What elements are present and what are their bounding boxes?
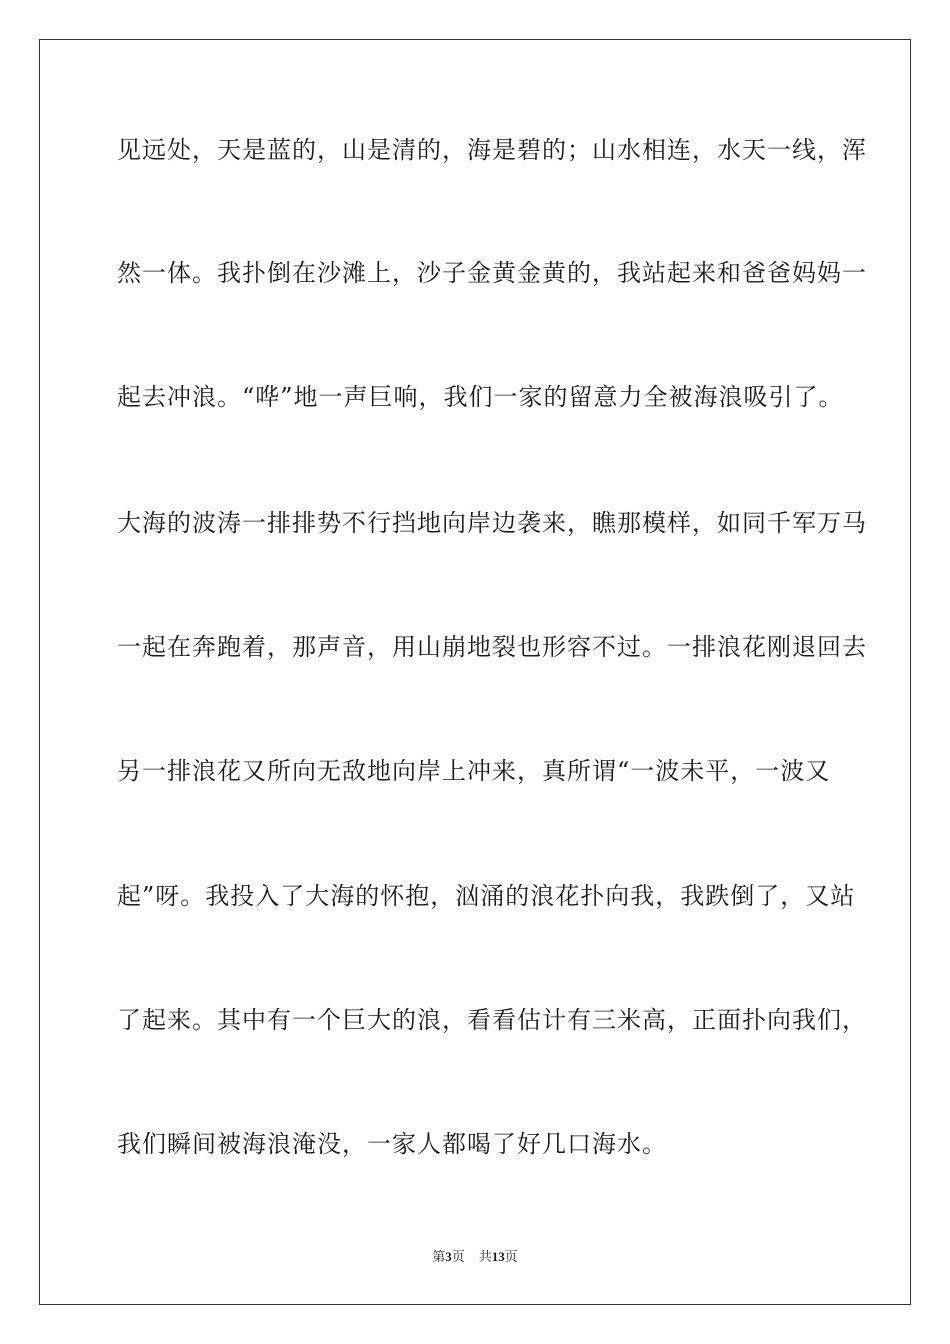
body-text-line: 见远处，天是蓝的，山是清的，海是碧的；山水相连，水天一线，浑 [117, 136, 867, 164]
body-text-line: 另一排浪花又所向无敌地向岸上冲来，真所谓“一波未平，一波又 [117, 757, 831, 785]
body-text-line: 然一体。我扑倒在沙滩上，沙子金黄金黄的，我站起来和爸爸妈妈一 [117, 259, 867, 287]
body-text-line: 了起来。其中有一个巨大的浪，看看估计有三米高，正面扑向我们， [117, 1006, 867, 1034]
page-border [39, 39, 911, 1305]
total-pages-label: 共13页 [478, 1249, 518, 1264]
body-text-line: 一起在奔跑着，那声音，用山崩地裂也形容不过。一排浪花刚退回去 [117, 633, 867, 661]
body-text-line: 我们瞬间被海浪淹没，一家人都喝了好几口海水。 [117, 1130, 667, 1158]
body-text-line: 起去冲浪。“哗”地一声巨响，我们一家的留意力全被海浪吸引了。 [117, 383, 844, 411]
page-footer [0, 1248, 950, 1266]
page-number-label: 第3页 [432, 1249, 465, 1264]
body-text-line: 大海的波涛一排排势不行挡地向岸边袭来，瞧那模样，如同千军万马 [117, 509, 867, 537]
body-text-line: 起”呀。我投入了大海的怀抱，汹涌的浪花扑向我，我跌倒了，又站 [117, 882, 856, 910]
